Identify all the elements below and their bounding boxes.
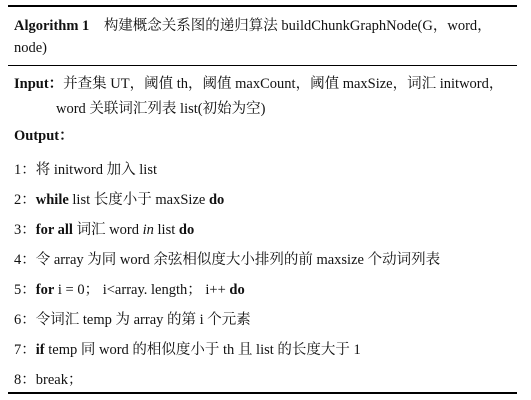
step-number: 2： (14, 192, 36, 208)
algorithm-title-continuation: node) (14, 40, 48, 56)
keyword: for all (35, 222, 73, 238)
output-label: Output： (14, 128, 74, 144)
input-line-1: 并查集 UT，阈值 th，阈值 maxCount，阈值 maxSize，词汇 initword， (63, 76, 504, 92)
keyword: do (208, 192, 225, 208)
keyword: for (35, 282, 55, 298)
step-text: 词汇 word (72, 222, 143, 238)
step-line (14, 248, 440, 269)
step-number: 4： (14, 252, 36, 268)
step-number: 6： (14, 312, 36, 328)
keyword: do (178, 222, 195, 238)
step-text: 令词汇 temp 为 array 的第 i 个元素 (35, 312, 251, 328)
input-label: Input： (14, 76, 64, 92)
step-line (14, 218, 194, 239)
step-number: 1： (14, 162, 36, 178)
input-block (8, 66, 517, 122)
step-number: 8： (14, 372, 36, 388)
keyword: do (229, 282, 245, 298)
step-text: list (153, 222, 179, 238)
step-line (14, 278, 245, 299)
algorithm-box (8, 5, 517, 122)
step-line (14, 308, 251, 329)
algorithm-title (8, 7, 517, 65)
step-text: 令 array 为同 word 余弦相似度大小排列的前 maxsize 个动词列表 (35, 252, 441, 268)
bottom-rule (8, 392, 517, 394)
step-line (14, 188, 224, 209)
algorithm-title-text: 构建概念关系图的递归算法 buildChunkGraphNode(G，word， (103, 18, 492, 34)
keyword: if (35, 342, 45, 358)
step-text: break； (35, 372, 83, 388)
keyword: while (35, 192, 69, 208)
step-text: in (142, 222, 154, 238)
step-number: 3： (14, 222, 36, 238)
step-line (14, 158, 157, 179)
step-text: temp 同 word 的相似度小于 th 且 list 的长度大于 1 (44, 342, 361, 358)
algorithm-label: Algorithm 1 (14, 18, 90, 34)
step-text: list 长度小于 maxSize (68, 192, 209, 208)
step-text: i = 0； i<array. length； i++ (54, 282, 230, 298)
step-line (14, 338, 361, 359)
step-text: 将 initword 加入 list (35, 162, 157, 178)
step-number: 5： (14, 282, 36, 298)
input-line-2: word 关联词汇列表 list(初始为空) (56, 101, 266, 117)
step-line (14, 368, 82, 389)
step-number: 7： (14, 342, 36, 358)
